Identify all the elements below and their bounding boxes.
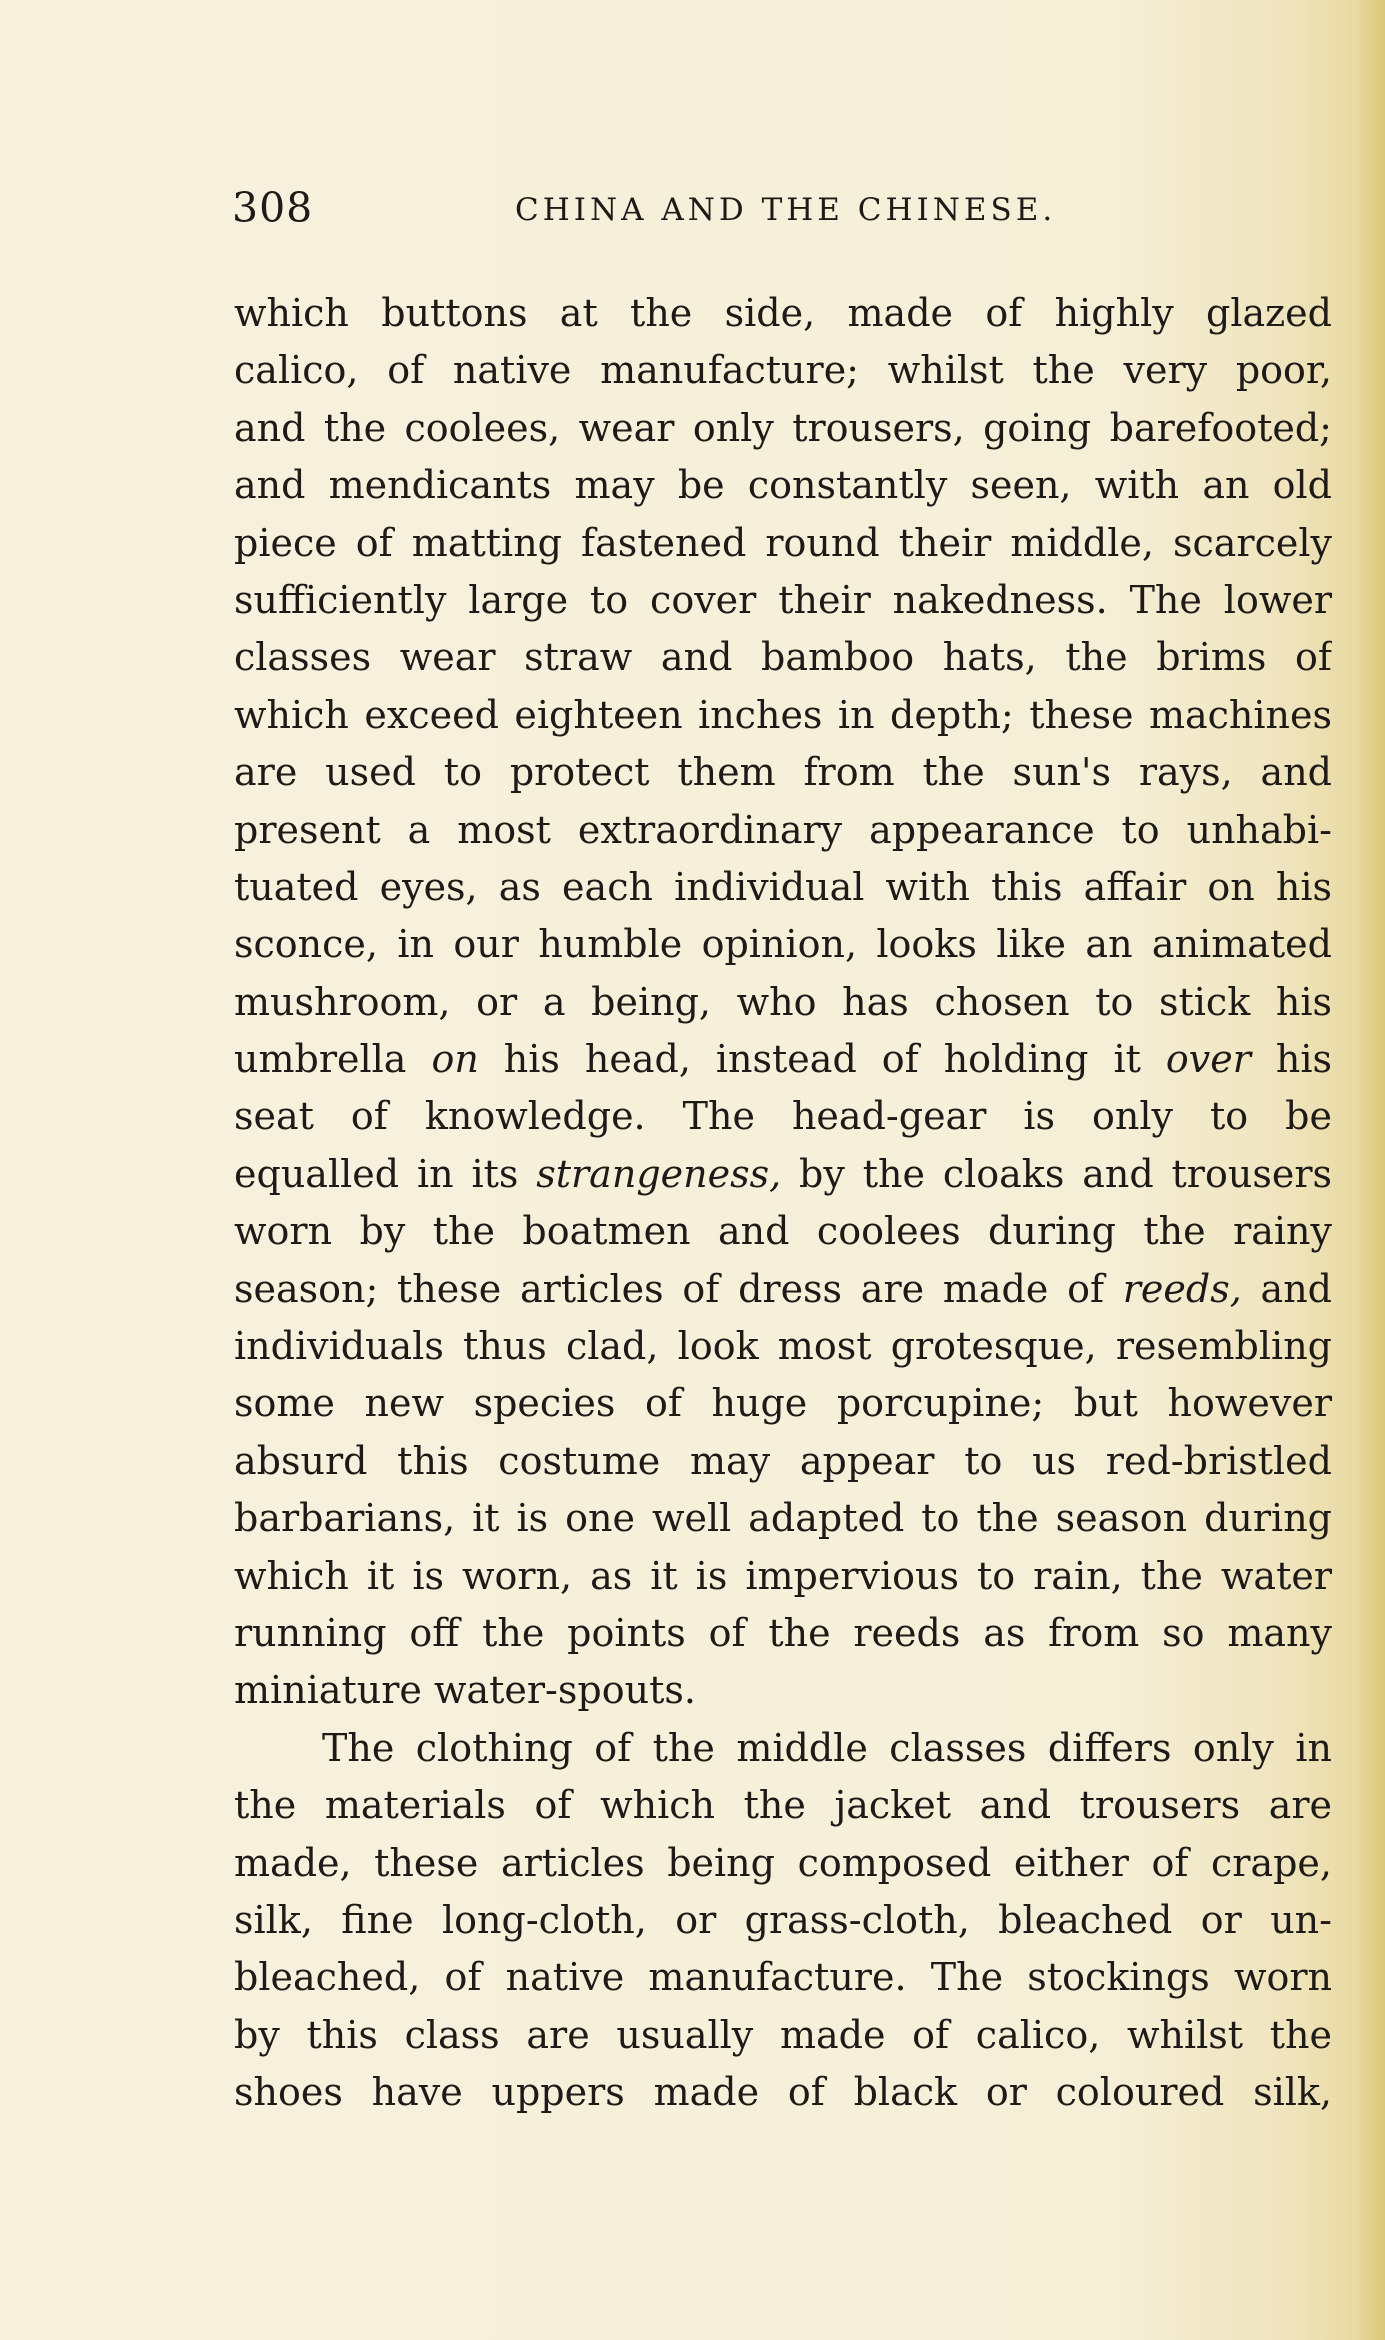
text-line: sufficiently large to cover their nakedness. The lower <box>234 577 1332 622</box>
text-line: barbarians, it is one well adapted to the season during <box>234 1496 1332 1541</box>
text-line: the materials of which the jacket and trousers are <box>234 1783 1332 1828</box>
text-line: shoes have uppers made of black or coloured silk, <box>234 2070 1332 2115</box>
text-line <box>234 1261 1332 1318</box>
page-edge-shadow <box>1357 0 1385 2340</box>
text-line: are used to protect them from the sun's rays, and <box>234 750 1332 795</box>
page-number: 308 <box>232 184 314 232</box>
text-run: equalled in its <box>234 1151 537 1196</box>
text-line: by this class are usually made of calico, whilst the <box>234 2012 1332 2057</box>
text-line: silk, fine long-cloth, or grass-cloth, bleached or un- <box>234 1897 1332 1942</box>
text-line: running off the points of the reeds as from so many <box>234 1610 1332 1655</box>
running-title: CHINA AND THE CHINESE. <box>515 192 1057 228</box>
text-run: season; these articles of dress are made of <box>234 1266 1123 1311</box>
running-head <box>232 180 1330 240</box>
paragraph-first-line: The clothing of the middle classes differs only in <box>322 1725 1332 1770</box>
text-line <box>234 1031 1332 1088</box>
text-run: his <box>1250 1037 1332 1082</box>
text-line: tuated eyes, as each individual with this affair on his <box>234 864 1332 909</box>
text-line: and the coolees, wear only trousers, going barefooted; <box>234 405 1332 450</box>
text-line: which exceed eighteen inches in depth; these machines <box>234 692 1332 737</box>
text-line: classes wear straw and bamboo hats, the brims of <box>234 635 1332 680</box>
text-run: his head, instead of holding it <box>478 1037 1166 1082</box>
text-line: made, these articles being composed either of crape, <box>234 1840 1332 1885</box>
text-run: and <box>1241 1266 1332 1311</box>
text-line: piece of matting fastened round their middle, scarcely <box>234 520 1332 565</box>
text-line: bleached, of native manufacture. The stockings worn <box>234 1955 1332 2000</box>
italic-text: strangeness, <box>536 1151 782 1196</box>
text-run: umbrella <box>234 1037 432 1082</box>
text-run: by the cloaks and trousers <box>781 1151 1332 1196</box>
text-line <box>234 1146 1332 1203</box>
text-line: mushroom, or a being, who has chosen to stick his <box>234 979 1332 1024</box>
text-line: and mendicants may be constantly seen, with an old <box>234 463 1332 508</box>
body-text <box>234 285 1332 2122</box>
text-line: miniature water-spouts. <box>234 1668 696 1713</box>
text-line: some new species of huge porcupine; but however <box>234 1381 1332 1426</box>
italic-text: reeds, <box>1122 1266 1242 1311</box>
text-line: which buttons at the side, made of highly glazed <box>234 291 1332 335</box>
text-line: sconce, in our humble opinion, looks like an animated <box>234 922 1332 967</box>
text-line: absurd this costume may appear to us red-bristled <box>234 1438 1332 1483</box>
italic-text: over <box>1165 1037 1251 1082</box>
text-line: which it is worn, as it is impervious to rain, the water <box>234 1553 1332 1598</box>
text-line: seat of knowledge. The head-gear is only to be <box>234 1094 1332 1139</box>
italic-text: on <box>431 1037 479 1082</box>
text-line: calico, of native manufacture; whilst the very poor, <box>234 348 1332 393</box>
text-line: present a most extraordinary appearance to unhabi- <box>234 807 1332 852</box>
text-line: worn by the boatmen and coolees during the rainy <box>234 1209 1332 1254</box>
text-line: individuals thus clad, look most grotesque, resembling <box>234 1324 1332 1369</box>
